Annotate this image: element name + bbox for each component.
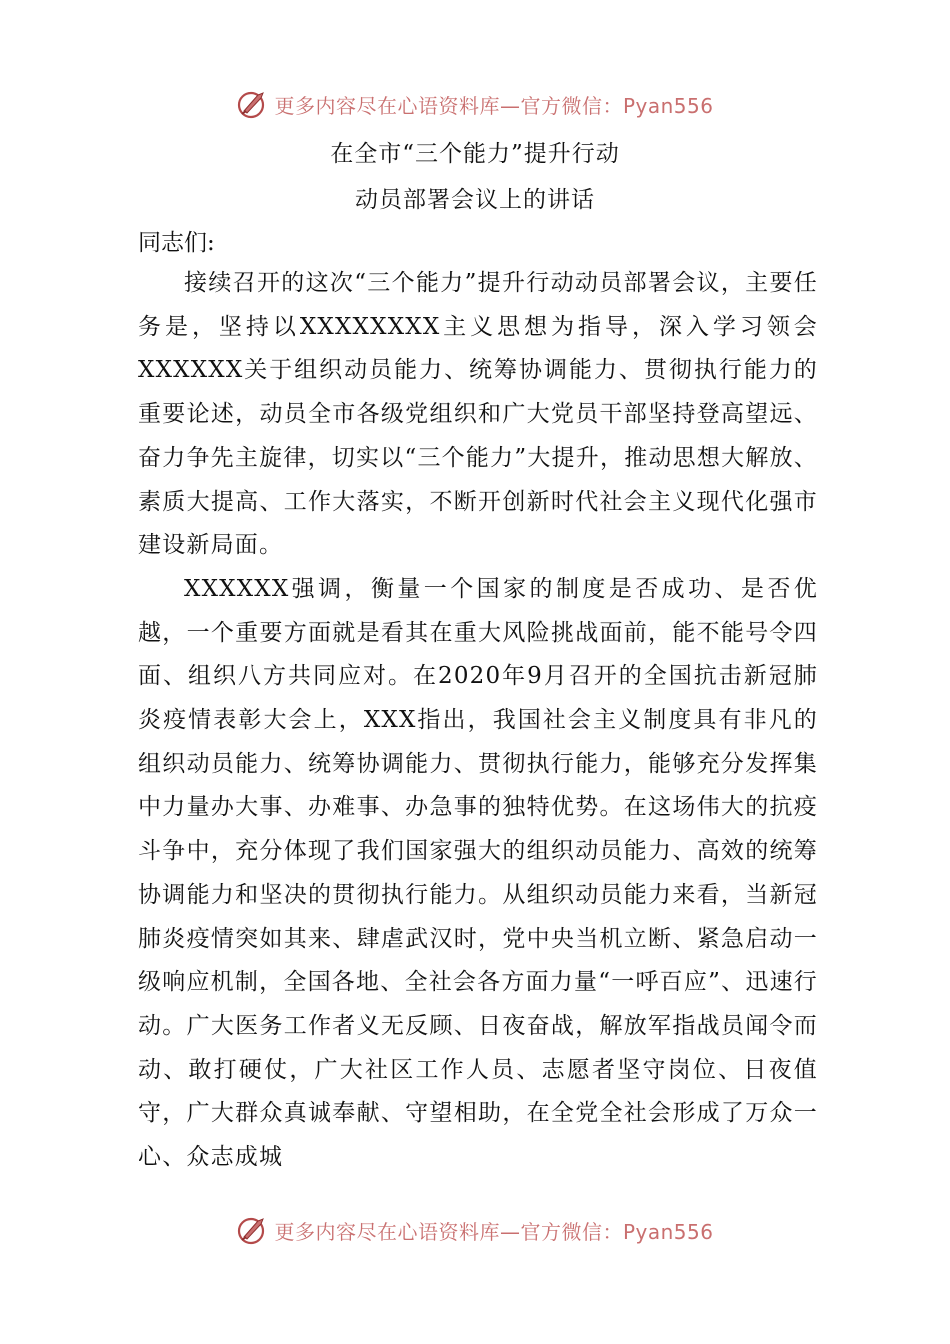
watermark-text: 更多内容尽在心语资料库—官方微信：Pyan556 [274, 1219, 714, 1244]
paragraph-1: 接续召开的这次“三个能力”提升行动动员部署会议，主要任务是，坚持以XXXXXXXX主义思想为指导，深入学习领会XXXXXX关于组织动员能力、统筹协调能力、贯彻执行能力的重要论述，动员全市各级党组织和广大党员干部坚持登高望远、奋力争先主旋律，切实以“三个能力”大提升，推动思想大解放、素质大提高、工作大落实，不断开创新时代社会主义现代化强市建设新局面。 [138, 270, 818, 559]
document-title-line-1: 在全市“三个能力”提升行动 [330, 141, 620, 167]
paragraph-2: XXXXXX强调，衡量一个国家的制度是否成功、是否优越，一个重要方面就是看其在重大风险挑战面前，能不能号令四面、组织八方共同应对。在2020年9月召开的全国抗击新冠肺炎疫情表彰大会上，XXX指出，我国社会主义制度具有非凡的组织动员能力、统筹协调能力、贯彻执行能力，能够充分发挥集中力量办大事、办难事、办急事的独特优势。在这场伟大的抗疫斗争中，充分体现了我们国家强大的组织动员能力、高效的统筹协调能力和坚决的贯彻执行能力。从组织动员能力来看，当新冠肺炎疫情突如其来、肆虐武汉时，党中央当机立断、紧急启动一级响应机制，全国各地、全社会各方面力量“一呼百应”、迅速行动。广大医务工作者义无反顾、日夜奋战，解放军指战员闻令而动、敢打硬仗，广大社区工作人员、志愿者坚守岗位、日夜值守，广大群众真诚奉献、守望相助，在全党全社会形成了万众一心、众志成城 [138, 575, 818, 1171]
footer-watermark [0, 1210, 950, 1250]
pen-logo-icon [236, 1213, 270, 1247]
salutation: 同志们: [138, 230, 215, 256]
pen-logo-icon [236, 87, 270, 121]
header-watermark [0, 84, 950, 124]
watermark-text: 更多内容尽在心语资料库—官方微信：Pyan556 [274, 93, 714, 118]
document-title-line-2: 动员部署会议上的讲话 [355, 187, 595, 213]
document-body [138, 262, 818, 1180]
